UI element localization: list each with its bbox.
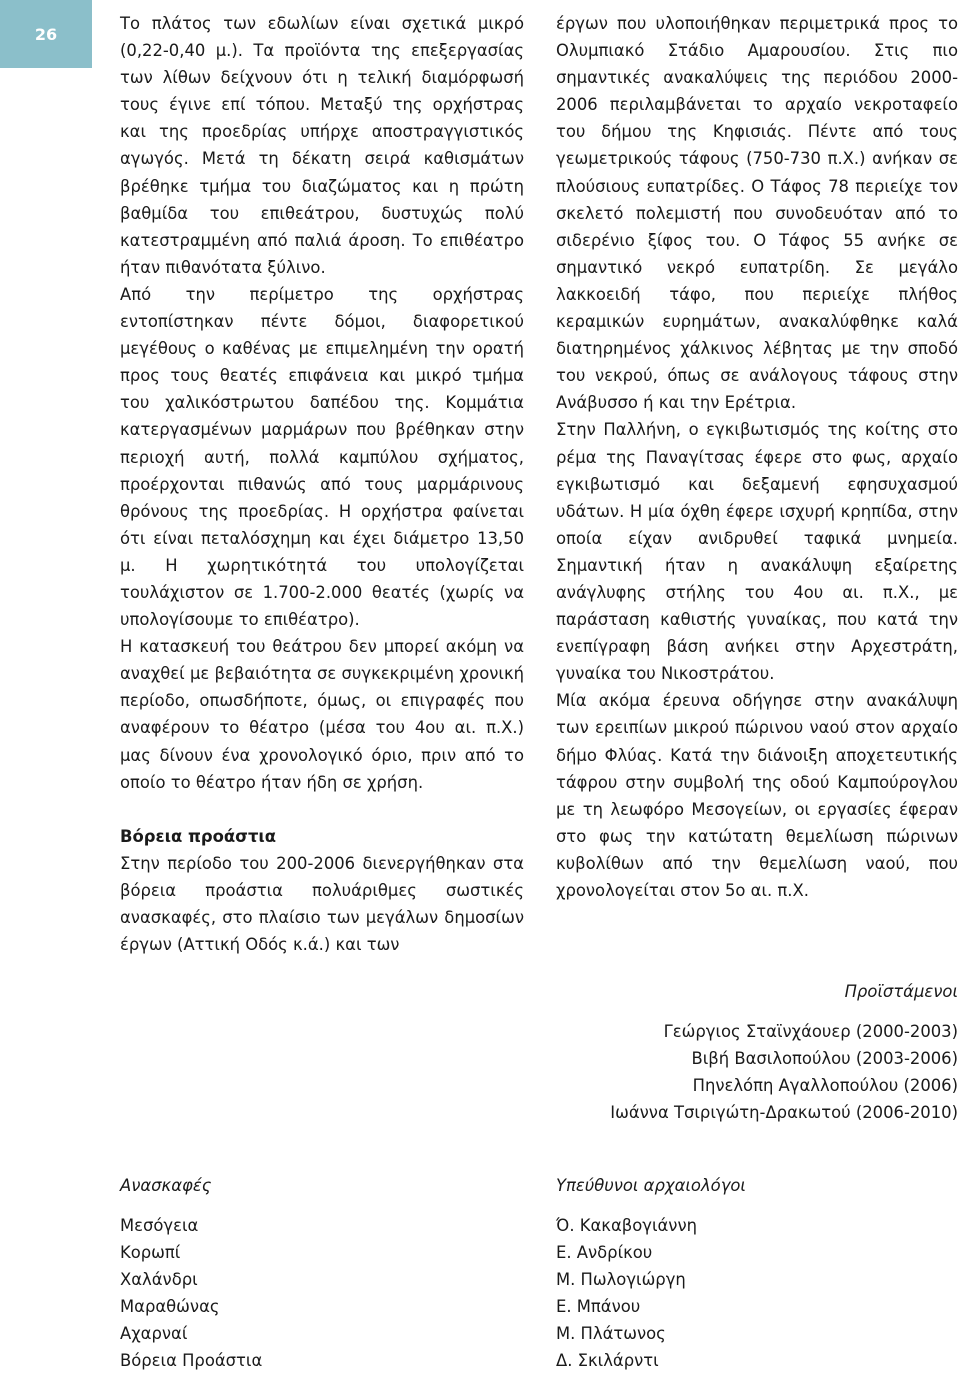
paragraph: Στην Παλλήνη, ο εγκιβωτισμός της κοίτης στο ρέμα της Παναγίτσας έφερε στο φως, αρχαίο εγκιβωτισμό και δεξαμενή εφησυχασμού υδάτων. Η μία όχθη έφερε ισχυρή κρηπίδα, στην οποία είχαν ανιδρυθεί ταφικά μνημεία. Σημαντική ήταν η ανακάλυψη εξαίρετης ανάγλυφης στήλης του 4ου αι. π.Χ., με παράσταση καθιστής γυναίκας, που κατά την ενεπίγραφη βάση ανήκει στην Αρχεστράτη, γυναίκα του Νικοστράτου.	[556, 420, 958, 684]
paragraph: έργων που υλοποιήθηκαν περιμετρικά προς το Ολυμπιακό Στάδιο Αμαρουσίου. Στις πιο σημαντικές ανακαλύψεις της περιόδου 2000-2006 περιλαμβάνεται το αρχαίο νεκροταφείο του δήμου της Κηφισιάς. Πέντε από τους γεωμετρικούς τάφους (750-730 π.Χ.) ανήκαν σε πλούσιους ευπατρίδες. Ο Τάφος 78 περιείχε τον σκελετό πολεμιστή που συνοδευόταν από το σιδερένιο ξίφος του. Ο Τάφος 55 ανήκε σε σημαντικό νεκρό ευπατρίδη. Σε μεγάλο λακκοειδή τάφο, που περιείχε πλήθος κεραμικών ευρημάτων, ανακαλύφθηκε καλά διατηρημένος χάλκινος λέβητας με την σποδό του νεκρού, όπως σε ανάλογους τάφους στην Ανάβυσσο ή και την Ερέτρια.	[556, 14, 958, 413]
excavations-title: Ανασκαφές	[120, 1176, 212, 1195]
archaeologists-list	[556, 1172, 956, 1374]
section-heading: Βόρεια προάστια	[120, 826, 277, 846]
archaeologist-name: Μ. Πωλογιώργη	[556, 1270, 686, 1289]
left-text-column	[120, 10, 524, 958]
head-name: Βιβή Βασιλοπούλου (2003-2006)	[691, 1049, 958, 1068]
excavation-site: Μεσόγεια	[120, 1216, 199, 1235]
right-text-column	[556, 10, 958, 904]
head-name: Γεώργιος Σταϊνχάουερ (2000-2003)	[663, 1022, 958, 1041]
paragraph: Η κατασκευή του θεάτρου δεν μπορεί ακόμη να αναχθεί με βεβαιότητα σε συγκεκριμένη χρονική περίοδο, οπωσδήποτε, όμως, οι επιγραφές που αναφέρουν το θέατρο (μέσα του 4ου αι. π.Χ.) μας δίνουν ένα χρονολογικό όριο, πριν από το οποίο το θέατρο ήταν ήδη σε χρήση.	[120, 637, 524, 792]
paragraph: Στην περίοδο του 200-2006 διενεργήθηκαν στα βόρεια προάστια πολυάριθμες σωστικές ανασκαφές, στο πλαίσιο των μεγάλων δημοσίων έργων (Αττική Οδός κ.ά.) και των	[120, 853, 524, 955]
page-number-badge	[0, 0, 92, 68]
archaeologist-name: Ε. Ανδρίκου	[556, 1243, 653, 1262]
archaeologists-title: Υπεύθυνοι αρχαιολόγοι	[556, 1176, 746, 1195]
paragraph: Το πλάτος των εδωλίων είναι σχετικά μικρό (0,22-0,40 μ.). Τα προϊόντα της επεξεργασίας των λίθων δείχνουν ότι η τελική διαμόρφωσή τους έγινε επί τόπου. Μεταξύ της ορχήστρας και της προεδρίας υπήρχε αποστραγγιστικός αγωγός. Μετά τη δέκατη σειρά καθισμάτων βρέθηκε τμήμα του διαζώματος και η πρώτη βαθμίδα του επιθεάτρου, δυστυχώς πολύ κατεστραμμένη από παλιά άροση. Το επιθέατρο ήταν πιθανότατα ξύλινο.	[120, 14, 524, 277]
head-name: Πηνελόπη Αγαλλοπούλου (2006)	[692, 1076, 958, 1095]
excavations-list	[120, 1172, 500, 1374]
archaeologist-name: Ό. Κακαβογιάννη	[556, 1216, 697, 1235]
archaeologist-name: Ε. Μπάνου	[556, 1297, 641, 1316]
excavation-site: Βόρεια Προάστια	[120, 1351, 263, 1370]
excavation-site: Μαραθώνας	[120, 1297, 220, 1316]
paragraph: Μία ακόμα έρευνα οδήγησε στην ανακάλυψη των ερειπίων μικρού πώρινου ναού στον αρχαίο δήμο Φλύας. Κατά την διάνοιξη αποχετευτικής τάφρου στην συμβολή της οδού Καμπούρογλου με τη λεωφόρο Μεσογείων, οι εργασίες έφεραν στο φως την κατώτατη θεμελίωση πώρινων κυβολίθων από την θεμελίωση ναού, που χρονολογείται στον 5ο αι. π.Χ.	[556, 691, 958, 900]
archaeologist-name: Μ. Πλάτωνος	[556, 1324, 666, 1343]
excavation-site: Χαλάνδρι	[120, 1270, 198, 1289]
paragraph: Από την περίμετρο της ορχήστρας εντοπίστηκαν πέντε δόμοι, διαφορετικού μεγέθους ο καθένας με επιμελημένη την ορατή προς τους θεατές επιφάνεια και μικρό τμήμα του χαλικόστρωτου δαπέδου της. Κομμάτια κατεργασμένων μαρμάρων που βρέθηκαν στην περιοχή αυτή, πολλά καμπύλου σχήματος, προέρχονται πιθανώς από τους μαρμάρινους θρόνους της προεδρίας. Η ορχήστρα φαίνεται ότι είναι πεταλόσχημη και έχει διάμετρο 13,50 μ. Η χωρητικότητά του υπολογίζεται τουλάχιστον σε 1.700-2.000 θεατές (χωρίς να υπολογίσουμε το επιθέατρο).	[120, 284, 524, 630]
page-number: 26	[34, 24, 58, 44]
archaeologist-name: Δ. Σκιλάρντι	[556, 1351, 659, 1370]
heads-title: Προϊστάμενοι	[844, 982, 958, 1001]
heads-list	[538, 978, 958, 1126]
excavation-site: Αχαρναί	[120, 1324, 188, 1343]
head-name: Ιωάννα Τσιριγώτη-Δρακωτού (2006-2010)	[610, 1103, 958, 1122]
excavation-site: Κορωπί	[120, 1243, 181, 1262]
